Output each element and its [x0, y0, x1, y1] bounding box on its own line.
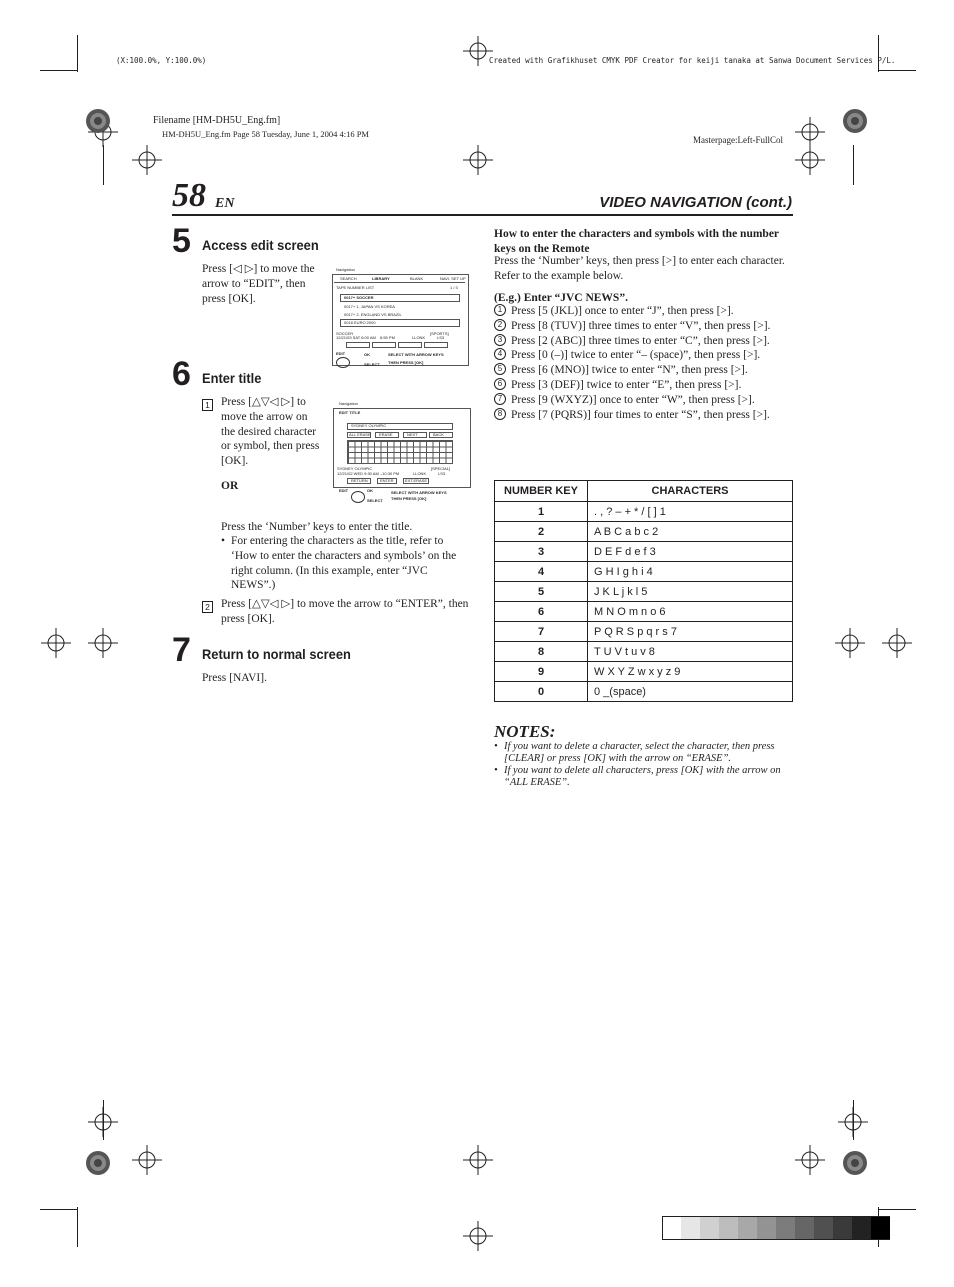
table-row: 2 A B C a b c 2: [495, 522, 793, 542]
footer-instruction-1: SELECT WITH ARROW KEYS: [388, 352, 444, 357]
nav-label: Navigation: [336, 267, 355, 272]
page-number: 58: [172, 177, 206, 214]
info-category: [SPORTS]: [430, 331, 449, 336]
list-item: 0017+ 2. ENGLAND VS BRAZIL: [344, 312, 402, 317]
edit-title-screen-image: [333, 401, 471, 509]
header-rule: [172, 214, 793, 216]
notes-heading: NOTES:: [494, 722, 556, 741]
title-input: SYDNEY OLYMPIC: [351, 423, 387, 428]
table-row: 3 D E F d e f 3: [495, 542, 793, 562]
step-5-text: Press [◁ ▷] to move the arrow to “EDIT”, then press [OK].: [202, 263, 315, 305]
note-bullet: •: [494, 765, 498, 776]
print-creator-info: Created with Grafikhuset CMYK PDF Creator for keiji tanaka at Sanwa Document Services P/L.: [489, 56, 896, 65]
gray-swatch: [700, 1216, 719, 1240]
table-row: 5 J K L j k l 5: [495, 582, 793, 602]
list-item: 0017+ 1. JAPAN VS KOREA: [344, 304, 395, 309]
gray-swatch: [871, 1216, 890, 1240]
footer-instruction-2: THEN PRESS [OK]: [391, 496, 427, 501]
bullet-marker: •: [221, 535, 226, 547]
gray-swatch: [681, 1216, 700, 1240]
ext-erase-button: EXT.ERASE: [405, 478, 428, 483]
list-page: 1 / 3: [450, 285, 458, 290]
gray-swatch: [833, 1216, 852, 1240]
note-bullet: •: [494, 741, 498, 752]
list-title: TAPE NUMBER LIST: [336, 285, 375, 290]
footer-edit: EDIT: [339, 488, 349, 493]
masterpage-label: Masterpage:Left-FullCol: [693, 135, 783, 145]
info-title: SOCCER: [336, 331, 354, 336]
footer-select: SELECT: [364, 362, 380, 367]
back-button: BACK: [433, 432, 444, 437]
example-step: 3 Press [2 (ABC)] three times to enter “C”, then press [>].: [494, 334, 790, 349]
step-5-number: 5: [172, 222, 191, 260]
step-6-sub2-text: Press [△▽◁ ▷] to move the arrow to “ENTER”, then press [OK].: [221, 598, 469, 625]
info-date: 12/21/02 WED 9:30 AM –10:30 PM: [337, 471, 400, 476]
step-6-sub1-text: Press [△▽◁ ▷] to move the arrow on the desired character or symbol, then press [OK].: [221, 396, 320, 468]
example-step: 1 Press [5 (JKL)] once to enter “J”, then press [>].: [494, 304, 790, 319]
table-header-row: [495, 481, 793, 502]
step-7-number: 7: [172, 631, 191, 669]
example-step: 7 Press [9 (WXYZ)] once to enter “W”, then press [>].: [494, 393, 790, 408]
info-mode: LLONK: [412, 335, 426, 340]
list-item: 0017+ SOCCER: [344, 295, 374, 300]
return-button: RETURN: [351, 478, 368, 483]
filename-label: Filename [HM-DH5U_Eng.fm]: [153, 115, 281, 126]
character-grid: [347, 440, 453, 464]
section-title: VIDEO NAVIGATION (cont.): [599, 194, 792, 211]
step-5-title: Access edit screen: [202, 237, 319, 253]
info-title: SYDNEY OLYMPIC: [337, 466, 373, 471]
number-keys-bullet: For entering the characters as the title, refer to ‘How to enter the characters and symbols’ on the right column. (In this example, enter “JVC NEWS”.): [231, 535, 457, 592]
table-row: 4 G H I g h i 4: [495, 562, 793, 582]
footer-edit: EDIT: [336, 351, 346, 356]
footer-select: SELECT: [367, 498, 383, 503]
table-row: 9 W X Y Z w x y z 9: [495, 662, 793, 682]
tab-search: SEARCH: [340, 276, 357, 281]
table-row: 8 T U V t u v 8: [495, 642, 793, 662]
erase-button: ERASE: [379, 432, 393, 437]
list-item: 0018 EURO 2000: [344, 320, 376, 325]
gray-swatch: [795, 1216, 814, 1240]
step-6-title: Enter title: [202, 370, 262, 386]
footer-instruction-1: SELECT WITH ARROW KEYS: [391, 490, 447, 495]
example-step: 4 Press [0 (–)] twice to enter “– (space)”, then press [>].: [494, 348, 790, 363]
library-screen-image: [332, 267, 469, 371]
enter-button: ENTER: [380, 478, 394, 483]
tab-library: LIBRARY: [372, 276, 390, 281]
example-step: 6 Press [3 (DEF)] twice to enter “E”, then press [>].: [494, 378, 790, 393]
step-7-text: Press [NAVI].: [202, 672, 267, 684]
info-date: 12/21/03 SAT 6:00 AM: [336, 335, 376, 340]
gray-swatch: [757, 1216, 776, 1240]
header-characters: CHARACTERS: [588, 481, 793, 502]
gray-swatch: [719, 1216, 738, 1240]
table-row: 7 P Q R S p q r s 7: [495, 622, 793, 642]
info-category: [SPECIAL]: [431, 466, 451, 471]
number-key-table: [494, 480, 793, 702]
footer-ok: OK: [367, 488, 373, 493]
note-item: If you want to delete all characters, press [OK] with the arrow on “ALL ERASE”.: [504, 765, 781, 788]
info-mode: LLONK: [413, 471, 427, 476]
info-speed: LS3: [437, 335, 445, 340]
header-number-key: NUMBER KEY: [495, 481, 588, 502]
next-button: NEXT: [407, 432, 418, 437]
nav-label: Navigation: [339, 401, 358, 406]
example-step: 2 Press [8 (TUV)] three times to enter “V”, then press [>].: [494, 319, 790, 334]
number-keys-text: Press the ‘Number’ keys to enter the title.: [221, 521, 413, 533]
info-speed: LS3: [438, 471, 446, 476]
page-lang: EN: [215, 196, 235, 211]
example-heading: (E.g.) Enter “JVC NEWS”.: [494, 292, 628, 304]
right-intro: Press the ‘Number’ keys, then press [>] to enter each character. Refer to the example below.: [494, 255, 785, 282]
gray-swatch: [738, 1216, 757, 1240]
note-item: If you want to delete a character, select the character, then press [CLEAR] or press [OK] with the arrow on “ERASE”.: [504, 741, 775, 764]
step-6-number: 6: [172, 355, 191, 393]
or-label: OR: [221, 480, 239, 492]
gray-swatch: [662, 1216, 682, 1240]
print-scale-info: (X:100.0%, Y:100.0%): [116, 56, 207, 65]
edit-title-tab: EDIT TITLE: [339, 410, 361, 415]
table-row: 0 0 _(space): [495, 682, 793, 702]
footer-instruction-2: THEN PRESS [OK]: [388, 360, 424, 365]
right-heading: How to enter the characters and symbols with the number keys on the Remote: [494, 228, 779, 255]
example-step: 8 Press [7 (PQRS)] four times to enter “S”, then press [>].: [494, 408, 790, 423]
footer-ok: OK: [364, 352, 370, 357]
gray-swatch: [852, 1216, 871, 1240]
step-6-sub1-marker: 1: [202, 396, 219, 414]
table-row: 1 . , ? – + * / [ ] 1: [495, 502, 793, 522]
step-6-sub2-marker: 2: [202, 598, 219, 616]
gray-swatch: [776, 1216, 795, 1240]
gray-swatch: [814, 1216, 833, 1240]
example-step: 5 Press [6 (MNO)] twice to enter “N”, then press [>].: [494, 363, 790, 378]
example-steps: [494, 304, 790, 422]
file-page-info: HM-DH5U_Eng.fm Page 58 Tuesday, June 1, 2004 4:16 PM: [162, 129, 369, 139]
step-7-title: Return to normal screen: [202, 646, 351, 662]
info-time: 6:55 PM: [380, 335, 395, 340]
tab-navi-setup: NAVI. SET UP: [440, 276, 466, 281]
table-row: 6 M N O m n o 6: [495, 602, 793, 622]
all-erase-button: ALL ERASE: [349, 432, 371, 437]
tab-blank: BLANK: [410, 276, 424, 281]
